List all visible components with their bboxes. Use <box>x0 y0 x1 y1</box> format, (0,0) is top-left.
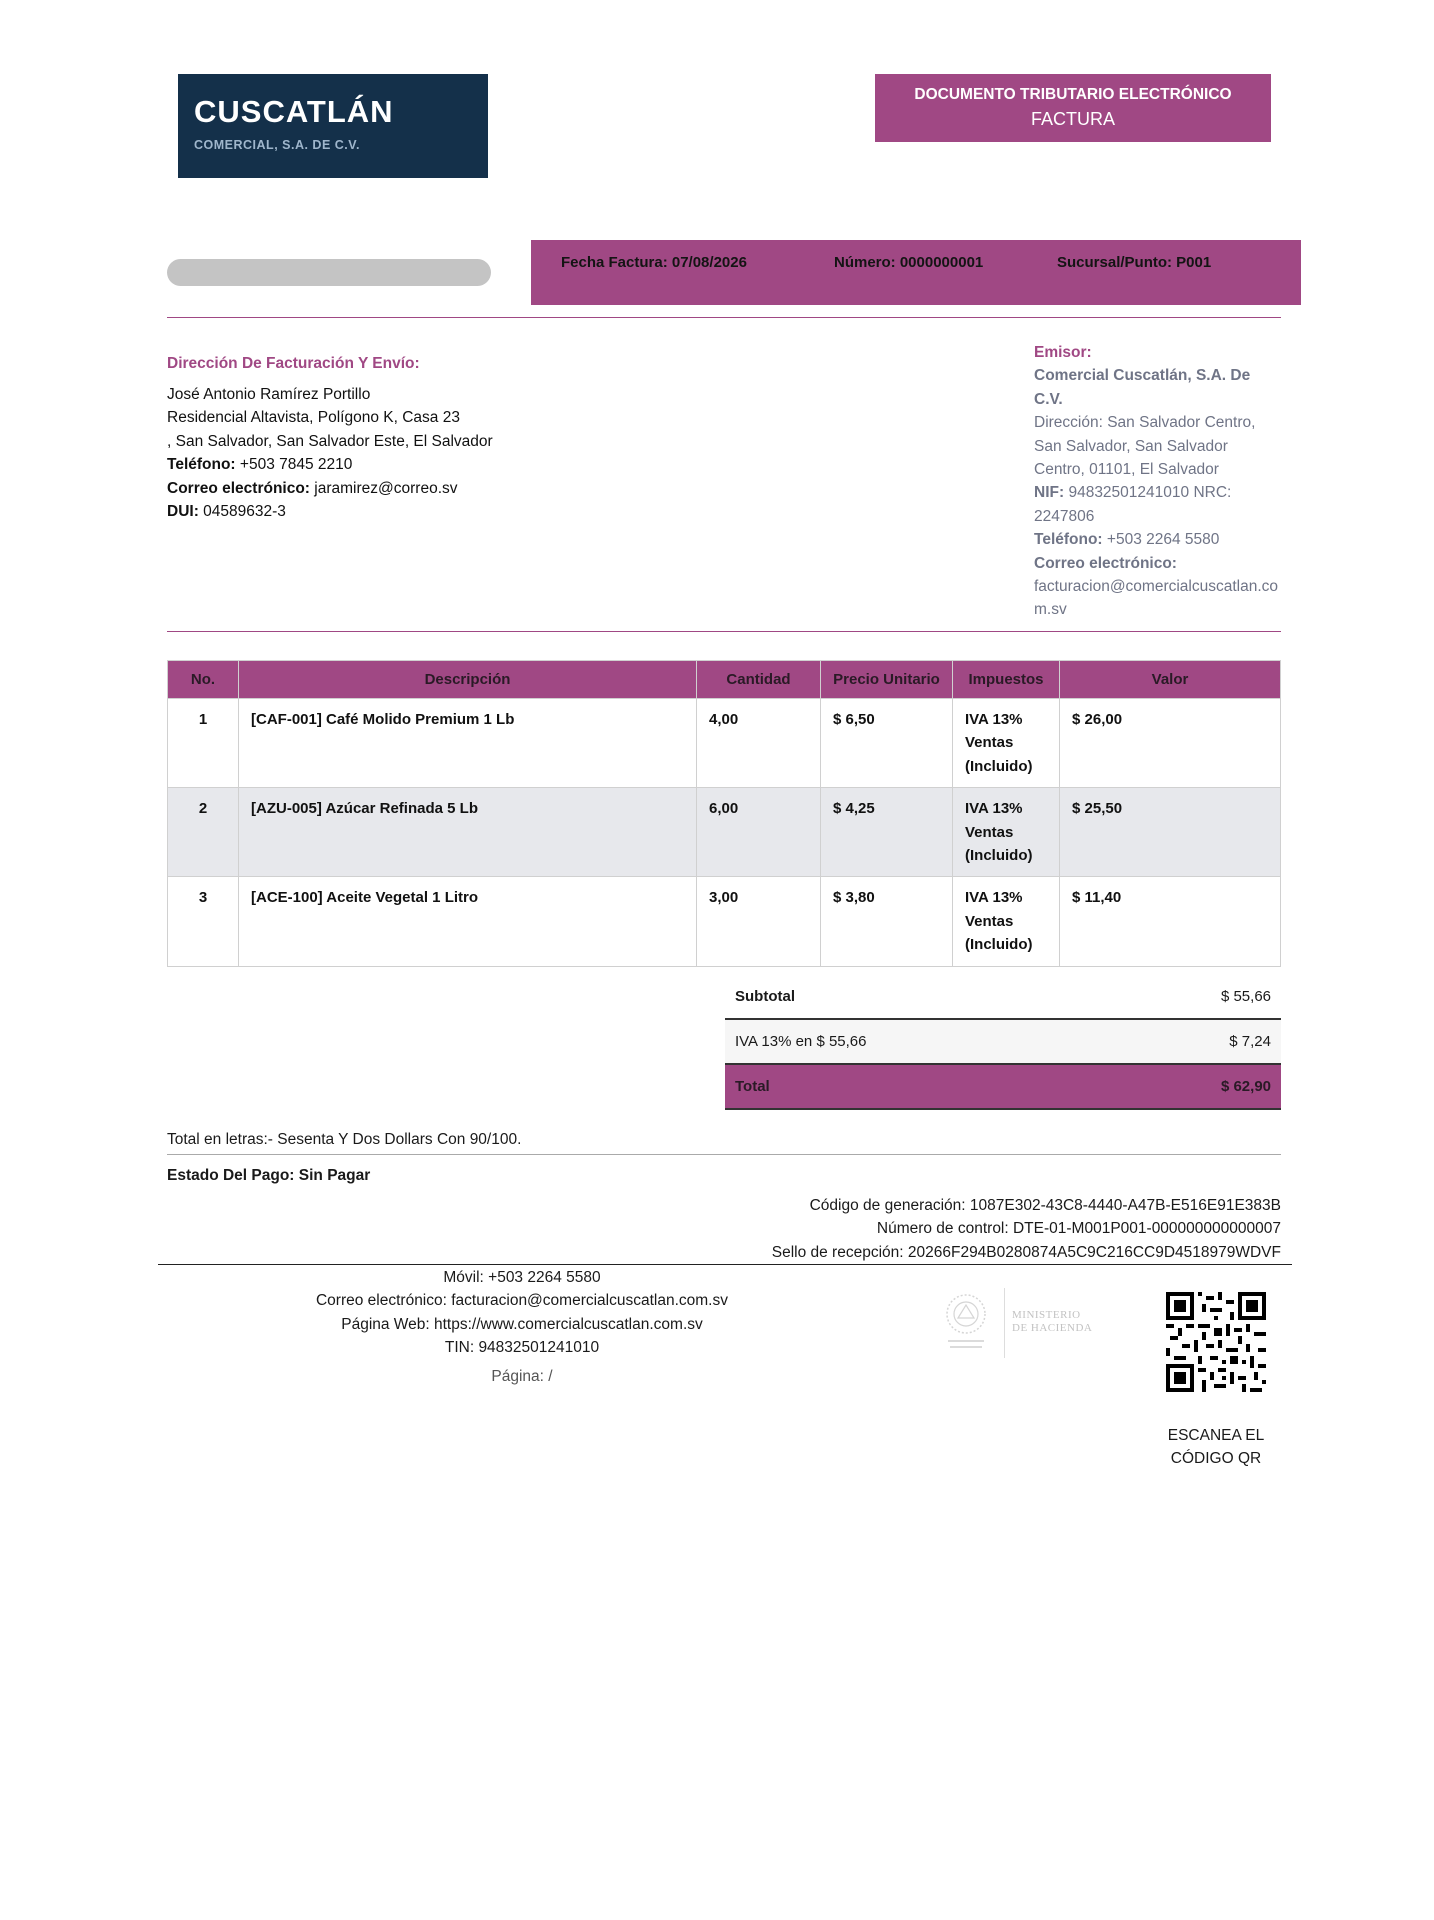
footer-website: Página Web: https://www.comercialcuscatlan.com.sv <box>341 1315 703 1333</box>
customer-address-line2: , San Salvador, San Salvador Este, El Salvador <box>167 432 493 450</box>
divider-middle <box>167 631 1281 632</box>
subtotal-label: Subtotal <box>735 988 795 1005</box>
customer-address-line1: Residencial Altavista, Polígono K, Casa 23 <box>167 409 460 427</box>
row-tax: IVA 13% Ventas (Incluido) <box>953 788 1060 877</box>
row-tax: IVA 13% Ventas (Incluido) <box>953 877 1060 966</box>
billing-address-block <box>167 383 493 523</box>
issuer-address: Dirección: San Salvador Centro, San Salvador, San Salvador Centro, 01101, El Salvador <box>1034 414 1256 479</box>
iva-row <box>725 1020 1281 1065</box>
row-value: $ 25,50 <box>1060 788 1281 877</box>
customer-email: jaramirez@correo.sv <box>314 479 458 497</box>
issuer-nif-row <box>1034 481 1282 528</box>
issuer-email: facturacion@comercialcuscatlan.com.sv <box>1034 578 1279 619</box>
customer-phone-row <box>167 453 493 476</box>
row-unit-price: $ 6,50 <box>821 699 953 788</box>
customer-phone-label: Teléfono: <box>167 456 236 474</box>
document-type-label: DOCUMENTO TRIBUTARIO ELECTRÓNICO <box>914 86 1232 103</box>
row-value: $ 11,40 <box>1060 877 1281 966</box>
qr-caption-line1: ESCANEA EL <box>1167 1427 1265 1444</box>
billing-title: Dirección De Facturación Y Envío: <box>167 355 420 372</box>
customer-phone: +503 7845 2210 <box>239 456 353 474</box>
hacienda-line1: MINISTERIO <box>1012 1309 1081 1321</box>
row-no: 2 <box>168 788 239 877</box>
footer-contact <box>280 1266 764 1360</box>
issuer-nif: 94832501241010 NRC: 2247806 <box>1034 484 1232 525</box>
invoice-date: Fecha Factura: 07/08/2026 <box>561 254 747 271</box>
row-quantity: 6,00 <box>697 788 821 877</box>
footer-mobile: Móvil: +503 2264 5580 <box>443 1269 601 1286</box>
subtotal-value: $ 55,66 <box>1220 988 1271 1005</box>
document-type-value: FACTURA <box>1030 109 1115 129</box>
footer-tin: TIN: 94832501241010 <box>444 1339 600 1357</box>
col-header-unit-price: Precio Unitario <box>821 661 953 699</box>
col-header-no: No. <box>168 661 239 699</box>
col-header-value: Valor <box>1060 661 1281 699</box>
redacted-bar <box>167 259 491 286</box>
col-header-description: Descripción <box>239 661 697 699</box>
issuer-block <box>1034 341 1282 622</box>
row-unit-price: $ 4,25 <box>821 788 953 877</box>
totals-block <box>725 975 1281 1110</box>
page-number: Página: / <box>491 1368 553 1385</box>
qr-caption <box>1150 1424 1282 1471</box>
total-in-words: Total en letras:- Sesenta Y Dos Dollars Con 90/100. <box>167 1131 522 1148</box>
total-value: $ 62,90 <box>1220 1078 1271 1095</box>
generation-code: Código de generación: 1087E302-43C8-4440-A47B-E516E91E383B <box>809 1197 1281 1214</box>
total-row <box>725 1065 1281 1110</box>
row-quantity: 3,00 <box>697 877 821 966</box>
row-no: 3 <box>168 877 239 966</box>
customer-dui: 04589632-3 <box>203 503 286 521</box>
footer-email: Correo electrónico: facturacion@comercialcuscatlan.com.sv <box>315 1292 728 1310</box>
table-row <box>168 877 1281 966</box>
issuer-phone: +503 2264 5580 <box>1106 531 1220 549</box>
row-description: [ACE-100] Aceite Vegetal 1 Litro <box>239 877 697 966</box>
qr-code-icon <box>1166 1292 1266 1392</box>
invoice-meta-bar <box>531 240 1301 305</box>
col-header-quantity: Cantidad <box>697 661 821 699</box>
logo-title: CUSCATLÁN <box>194 94 394 129</box>
hacienda-logo-text <box>1012 1309 1092 1335</box>
items-table <box>167 660 1281 967</box>
logo-subtitle: COMERCIAL, S.A. DE C.V. <box>194 138 360 152</box>
row-description: [CAF-001] Café Molido Premium 1 Lb <box>239 699 697 788</box>
qr-caption-line2: CÓDIGO QR <box>1170 1450 1262 1468</box>
row-description: [AZU-005] Azúcar Refinada 5 Lb <box>239 788 697 877</box>
customer-name: José Antonio Ramírez Portillo <box>167 386 371 403</box>
customer-email-row <box>167 477 493 500</box>
hacienda-line2: DE HACIENDA <box>1012 1322 1093 1334</box>
hacienda-seal-icon <box>940 1290 992 1356</box>
dte-codes <box>772 1194 1281 1264</box>
iva-label: IVA 13% en $ 55,66 <box>735 1033 867 1050</box>
invoice-branch: Sucursal/Punto: P001 <box>1057 254 1212 271</box>
document-type-box <box>875 74 1271 142</box>
row-quantity: 4,00 <box>697 699 821 788</box>
customer-email-label: Correo electrónico: <box>167 479 310 497</box>
issuer-nif-label: NIF: <box>1034 484 1065 502</box>
company-logo <box>178 74 488 178</box>
row-tax: IVA 13% Ventas (Incluido) <box>953 699 1060 788</box>
table-row <box>168 699 1281 788</box>
control-number: Número de control: DTE-01-M001P001-000000000000007 <box>876 1220 1281 1238</box>
table-header-row <box>168 661 1281 699</box>
row-unit-price: $ 3,80 <box>821 877 953 966</box>
hacienda-divider <box>1004 1288 1005 1358</box>
subtotal-row <box>725 975 1281 1020</box>
reception-seal: Sello de recepción: 20266F294B0280874A5C9C216CC9D4518979WDVF <box>771 1243 1281 1261</box>
row-value: $ 26,00 <box>1060 699 1281 788</box>
customer-dui-label: DUI: <box>167 503 199 521</box>
issuer-phone-label: Teléfono: <box>1034 531 1103 549</box>
iva-value: $ 7,24 <box>1229 1033 1271 1050</box>
divider-letras <box>167 1154 1281 1155</box>
divider-top <box>167 317 1281 318</box>
total-label: Total <box>735 1078 770 1095</box>
col-header-taxes: Impuestos <box>953 661 1060 699</box>
invoice-number: Número: 0000000001 <box>834 254 984 271</box>
issuer-phone-row <box>1034 528 1282 551</box>
divider-footer <box>158 1264 1292 1265</box>
issuer-label: Emisor: <box>1034 344 1092 361</box>
issuer-name: Comercial Cuscatlán, S.A. De C.V. <box>1034 367 1251 408</box>
payment-status: Estado Del Pago: Sin Pagar <box>167 1167 371 1184</box>
table-row <box>168 788 1281 877</box>
issuer-email-label: Correo electrónico: <box>1034 554 1177 572</box>
customer-dui-row <box>167 500 493 523</box>
row-no: 1 <box>168 699 239 788</box>
